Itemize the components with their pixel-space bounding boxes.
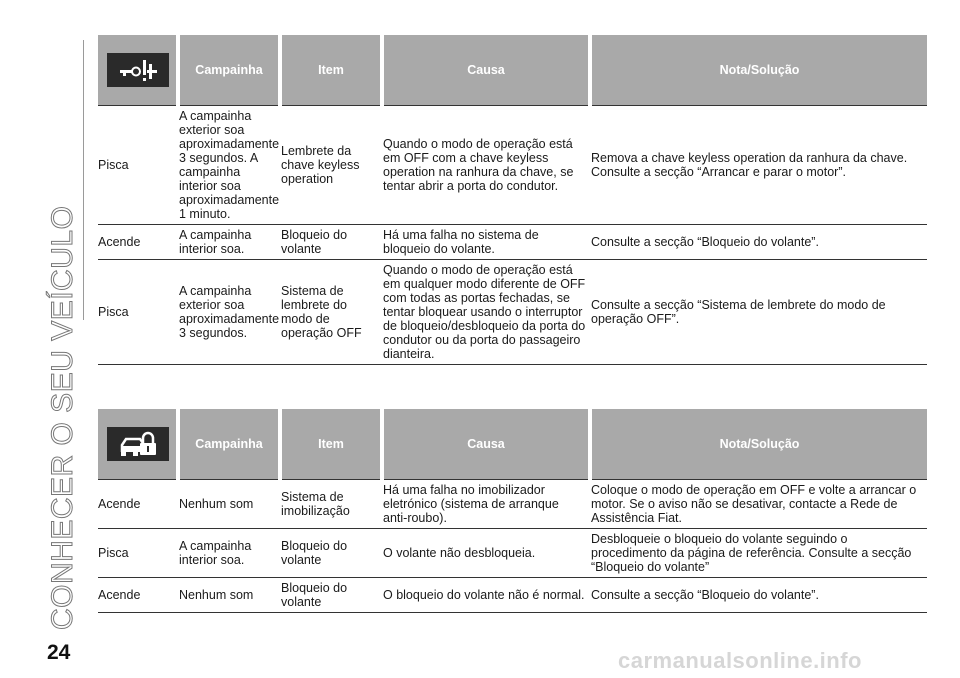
table-row	[98, 529, 927, 578]
cell-light: Acende	[98, 480, 178, 529]
cell-cause: Quando o modo de operação está em OFF com a chave keyless operation na ranhura da chave, se tentar abrir a porta do condutor.	[382, 106, 590, 225]
car-lock-icon	[107, 427, 169, 461]
cell-buzzer: Nenhum som	[178, 578, 280, 613]
cell-item: Bloqueio do volante	[280, 225, 382, 260]
cell-note: Consulte a secção “Bloqueio do volante”.	[590, 225, 927, 260]
watermark: carmanualsonline.info	[618, 648, 862, 673]
side-divider	[83, 40, 84, 320]
cell-cause: O volante não desbloqueia.	[382, 529, 590, 578]
cell-light: Acende	[98, 578, 178, 613]
cell-buzzer: Nenhum som	[178, 480, 280, 529]
cell-buzzer: A campainha interior soa.	[178, 529, 280, 578]
cell-note: Coloque o modo de operação em OFF e volte a arrancar o motor. Se o aviso não se desativar, contacte a Rede de Assistência Fiat.	[590, 480, 927, 529]
table-header	[98, 35, 927, 106]
cell-item: Bloqueio do volante	[280, 578, 382, 613]
cell-item: Sistema de lembrete do modo de operação OFF	[280, 260, 382, 365]
cell-note: Desbloqueie o bloqueio do volante seguindo o procedimento da página de referência. Consulte a secção “Bloqueio do volante”	[590, 529, 927, 578]
indicator-icon-cell	[98, 409, 178, 480]
cell-note: Consulte a secção “Sistema de lembrete do modo de operação OFF”.	[590, 260, 927, 365]
cell-buzzer: A campainha exterior soa aproximadamente 3 segundos. A campainha interior soa aproximadamente 1 minuto.	[178, 106, 280, 225]
cell-item: Sistema de imobilização	[280, 480, 382, 529]
cell-light: Pisca	[98, 106, 178, 225]
cell-light: Acende	[98, 225, 178, 260]
header-buzzer: Campainha	[178, 409, 280, 480]
cell-note: Consulte a secção “Bloqueio do volante”.	[590, 578, 927, 613]
header-item: Item	[280, 35, 382, 106]
header-note: Nota/Solução	[590, 35, 927, 106]
indicator-icon-cell	[98, 35, 178, 106]
header-cause: Causa	[382, 35, 590, 106]
cell-cause: Há uma falha no sistema de bloqueio do volante.	[382, 225, 590, 260]
cell-note: Remova a chave keyless operation da ranhura da chave. Consulte a secção “Arrancar e parar o motor”.	[590, 106, 927, 225]
table-row	[98, 480, 927, 529]
header-cause: Causa	[382, 409, 590, 480]
cell-light: Pisca	[98, 529, 178, 578]
table-row	[98, 225, 927, 260]
header-item: Item	[280, 409, 382, 480]
cell-cause: O bloqueio do volante não é normal.	[382, 578, 590, 613]
cell-cause: Quando o modo de operação está em qualquer modo diferente de OFF com todas as portas fechadas, se tentar bloquear usando o interruptor de bloqueio/desbloqueio da porta do condutor ou da porta do passageiro dianteira.	[382, 260, 590, 365]
header-buzzer: Campainha	[178, 35, 280, 106]
table-row	[98, 260, 927, 365]
table-row	[98, 106, 927, 225]
cell-item: Bloqueio do volante	[280, 529, 382, 578]
table-header	[98, 409, 927, 480]
table-row	[98, 578, 927, 613]
cell-item: Lembrete da chave keyless operation	[280, 106, 382, 225]
cell-buzzer: A campainha interior soa.	[178, 225, 280, 260]
section-side-title: CONHECER O SEU VEÍCULO	[46, 205, 79, 630]
warning-table-1	[98, 35, 927, 365]
cell-cause: Há uma falha no imobilizador eletrónico (sistema de arranque anti-roubo).	[382, 480, 590, 529]
steering-key-warning-icon	[107, 53, 169, 87]
cell-light: Pisca	[98, 260, 178, 365]
page-number: 24	[47, 641, 71, 664]
warning-table-2	[98, 409, 927, 613]
cell-buzzer: A campainha exterior soa aproximadamente 3 segundos.	[178, 260, 280, 365]
header-note: Nota/Solução	[590, 409, 927, 480]
